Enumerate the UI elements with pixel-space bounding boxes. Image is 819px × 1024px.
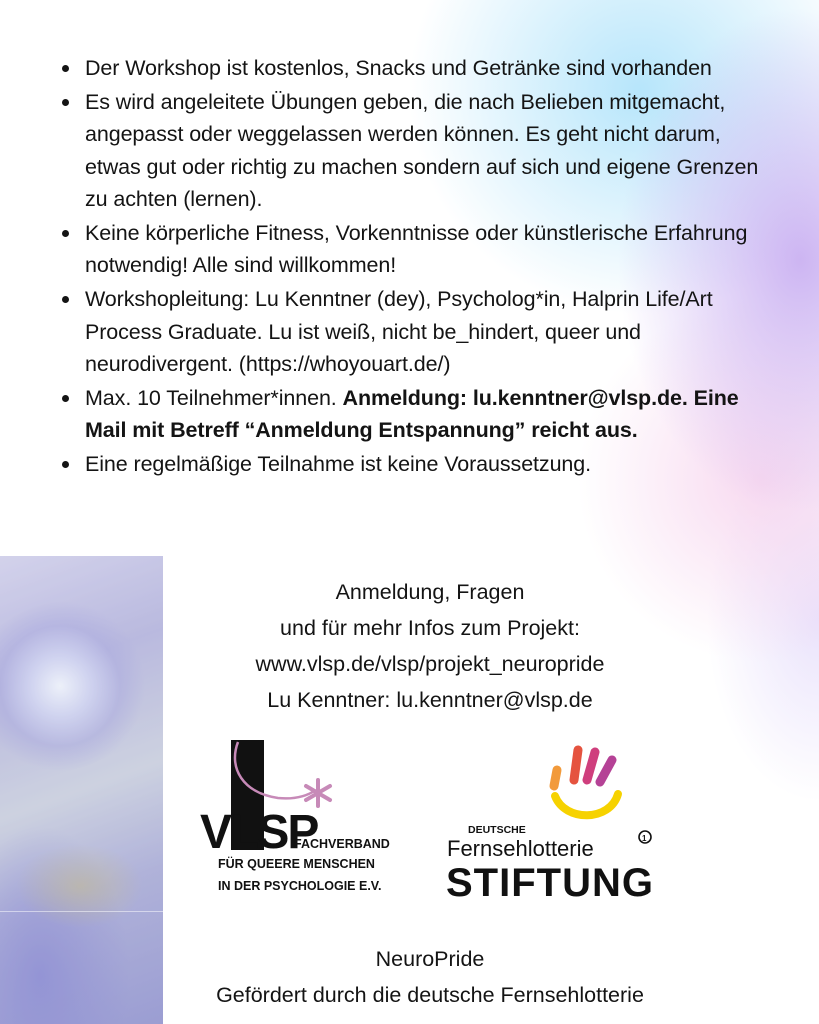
bullet-item	[62, 217, 782, 282]
bullet-item	[62, 86, 782, 216]
footer-funding-note: Gefördert durch die deutsche Fernsehlotterie	[216, 983, 644, 1007]
photo-haze	[0, 556, 163, 1024]
flot-small-text: DEUTSCHE	[468, 824, 526, 836]
footer	[170, 941, 690, 1013]
flot-stiftung: STIFTUNG	[446, 861, 654, 905]
bullet-dot	[62, 230, 69, 237]
bullet-text: Eine regelmäßige Teilnahme ist keine Voraussetzung.	[85, 451, 592, 476]
bullet-dot	[62, 461, 69, 468]
info-bullet-list	[62, 52, 782, 482]
flower-photo	[0, 556, 163, 1024]
bullet-item	[62, 283, 782, 381]
bullet-text: Der Workshop ist kostenlos, Snacks und Getränke sind vorhanden	[85, 56, 712, 80]
bullet-dot	[62, 296, 69, 303]
bullet-dot	[62, 99, 69, 106]
footer-project-name: NeuroPride	[375, 947, 485, 971]
bullet-item	[62, 52, 782, 85]
bullet-dot	[62, 65, 69, 72]
bullet-dot	[62, 395, 69, 402]
contact-block	[230, 574, 630, 718]
fernsehlotterie-logo	[440, 738, 660, 908]
bullet-text: Workshopleitung: Lu Kenntner (dey), Psycholog*in, Halprin Life/Art Process Graduate. Lu ist weiß, nicht be_hindert, queer und neurodivergent. (https://whoyouart.de/)	[85, 287, 713, 377]
bullet-text: Es wird angeleitete Übungen geben, die nach Belieben mitgemacht, angepasst oder weggelassen werden können. Es geht nicht darum, etwas gut oder richtig zu machen sondern auf sich und eigene Grenzen zu achten (lernen).	[85, 89, 759, 212]
bullet-item	[62, 448, 782, 481]
vlsp-line: FÜR QUEERE MENSCHEN	[218, 857, 375, 871]
vlsp-logo	[198, 738, 408, 908]
vlsp-line: FACHVERBAND	[294, 837, 390, 851]
contact-line: und für mehr Infos zum Projekt:	[280, 616, 580, 640]
ard-icon	[639, 831, 651, 843]
bullet-item	[62, 382, 782, 447]
contact-line: Anmeldung, Fragen	[335, 580, 525, 604]
photo-divider	[0, 911, 163, 912]
vlsp-line: IN DER PSYCHOLOGIE E.V.	[218, 879, 382, 893]
flot-name: Fernsehlotterie	[447, 836, 594, 861]
project-url[interactable]: www.vlsp.de/vlsp/projekt_neuropride	[255, 652, 605, 676]
bullet-text: Keine körperliche Fitness, Vorkenntnisse oder künstlerische Erfahrung notwendig! Alle sind willkommen!	[85, 220, 748, 278]
vlsp-wordmark: VLSP	[200, 806, 318, 859]
hand-smile-icon	[554, 750, 618, 815]
bullet-text: Max. 10 Teilnehmer*innen.	[85, 385, 343, 410]
svg-text:1: 1	[642, 834, 647, 843]
contact-email[interactable]: Lu Kenntner: lu.kenntner@vlsp.de	[267, 688, 593, 712]
registration-bold-text: Anmeldung: lu.kenntner@vlsp.de. Eine Mail mit Betreff “Anmeldung Entspannung” reicht aus.	[85, 385, 739, 443]
